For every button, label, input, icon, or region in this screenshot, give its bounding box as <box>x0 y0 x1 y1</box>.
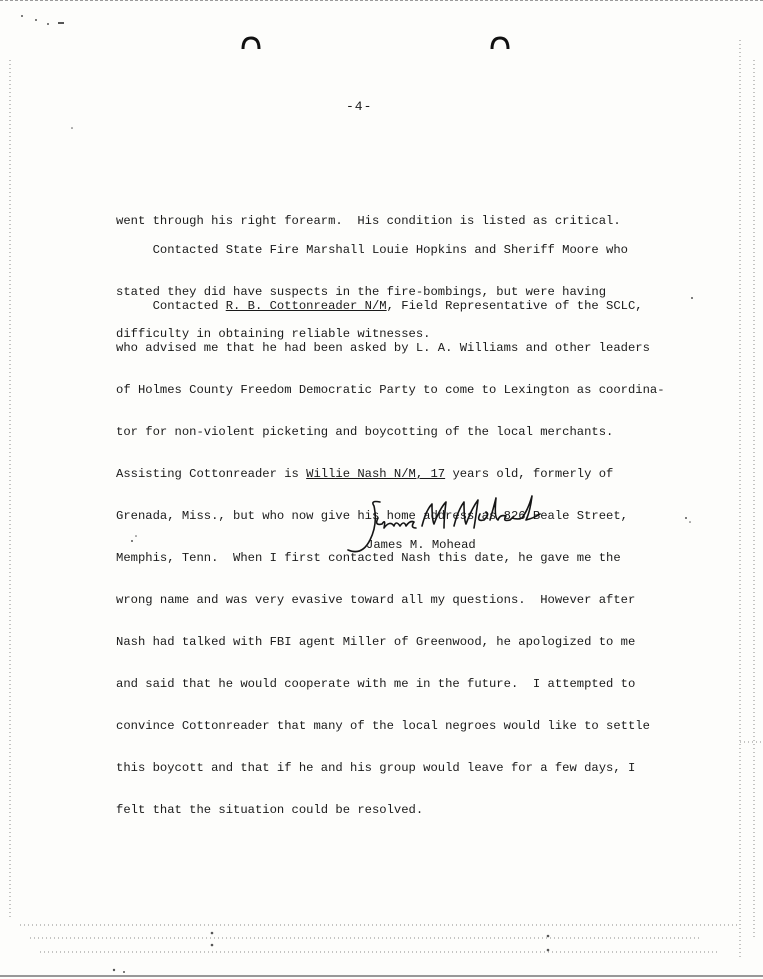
punch-hole-left <box>241 36 261 50</box>
text-line: Memphis, Tenn. When I first contacted Nash this date, he gave me the <box>116 551 621 565</box>
text-line: difficulty in obtaining reliable witnesses. <box>116 327 431 341</box>
signer-name: James M. Mohead <box>366 538 476 552</box>
page-number: -4- <box>346 99 373 114</box>
text-line: went through his right forearm. His condition is listed as critical. <box>116 214 621 228</box>
text-line: stated they did have suspects in the fire-bombings, but were having <box>116 285 607 299</box>
underlined-name: Willie Nash N/M, 17 <box>306 467 446 481</box>
underlined-name: R. B. Cottonreader N/M <box>225 299 387 313</box>
text-line: Nash had talked with FBI agent Miller of Greenwood, he apologized to me <box>116 635 636 649</box>
text-line: Assisting Cottonreader is Willie Nash N/M, 17 years old, formerly of <box>116 467 614 481</box>
text-line: convince Cottonreader that many of the local negroes would like to settle <box>116 719 650 733</box>
text-line: felt that the situation could be resolved. <box>116 803 424 817</box>
text-line: this boycott and that if he and his group would leave for a few days, I <box>116 761 636 775</box>
text-line: wrong name and was very evasive toward all my questions. However after <box>116 593 636 607</box>
text-line: of Holmes County Freedom Democratic Party to come to Lexington as coordina- <box>116 383 665 397</box>
handwritten-signature <box>340 484 560 564</box>
text-line: tor for non-violent picketing and boycotting of the local merchants. <box>116 425 614 439</box>
text-line: Contacted R. B. Cottonreader N/M, Field Representative of the SCLC, <box>116 299 643 313</box>
page-top-edge <box>0 0 763 3</box>
text-line: and said that he would cooperate with me in the future. I attempted to <box>116 677 636 691</box>
text-line: Grenada, Miss., but who now give his home address as 826 Beale Street, <box>116 509 628 523</box>
text-line: Contacted State Fire Marshall Louie Hopkins and Sheriff Moore who <box>116 243 628 257</box>
text-line: who advised me that he had been asked by L. A. Williams and other leaders <box>116 341 650 355</box>
punch-hole-right <box>490 36 510 50</box>
